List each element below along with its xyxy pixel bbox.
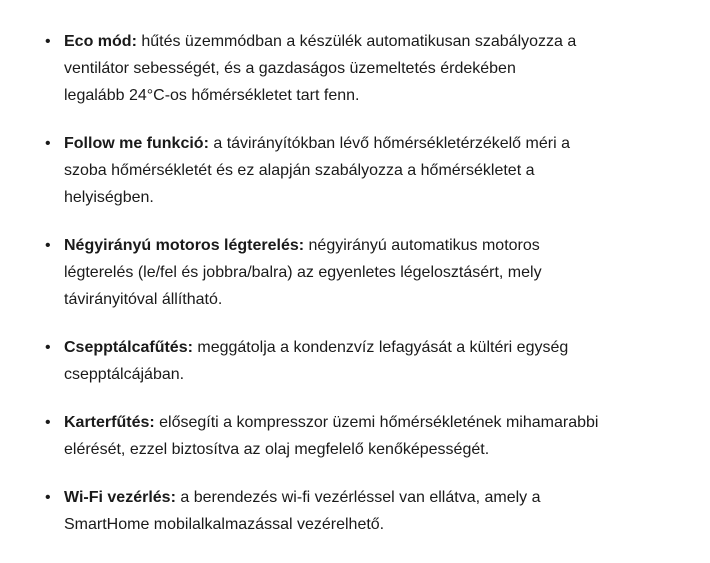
feature-text-line: ventilátor sebességét, és a gazdaságos üzemeltetés érdekében bbox=[64, 60, 516, 77]
feature-text-line: helyiségben. bbox=[64, 189, 154, 206]
list-item-four-way-louver bbox=[64, 232, 690, 313]
feature-text-line: távirányitóval állítható. bbox=[64, 291, 223, 308]
feature-text-line: legalább 24°C-os hőmérsékletet tart fenn. bbox=[64, 87, 360, 104]
list-item-drip-tray-heating bbox=[64, 334, 690, 388]
list-item-crankcase-heating bbox=[64, 409, 690, 463]
feature-title: Csepptálcafűtés: bbox=[64, 339, 193, 356]
feature-text-line: a távirányítókban lévő hőmérsékletérzékelő méri a bbox=[213, 135, 570, 152]
feature-title: Follow me funkció: bbox=[64, 135, 209, 152]
feature-title: Eco mód: bbox=[64, 33, 137, 50]
feature-text-line: meggátolja a kondenzvíz lefagyását a kültéri egység bbox=[197, 339, 569, 356]
feature-text-line: elősegíti a kompresszor üzemi hőmérsékletének mihamarabbi bbox=[159, 414, 599, 431]
feature-list bbox=[0, 28, 690, 538]
feature-title: Négyirányú motoros légterelés: bbox=[64, 237, 305, 254]
feature-text-line: elérését, ezzel biztosítva az olaj megfelelő kenőképességét. bbox=[64, 441, 490, 458]
feature-text-line: légterelés (le/fel és jobbra/balra) az egyenletes légelosztásért, mely bbox=[64, 264, 542, 281]
feature-text-line: csepptálcájában. bbox=[64, 366, 185, 383]
feature-text-line: négyirányú automatikus motoros bbox=[308, 237, 540, 254]
list-item-eco-mode bbox=[64, 28, 690, 109]
feature-title: Karterfűtés: bbox=[64, 414, 155, 431]
feature-title: Wi-Fi vezérlés: bbox=[64, 489, 176, 506]
list-item-follow-me bbox=[64, 130, 690, 211]
feature-text-line: a berendezés wi-fi vezérléssel van ellátva, amely a bbox=[180, 489, 541, 506]
list-item-wifi-control bbox=[64, 484, 690, 538]
feature-text-line: SmartHome mobilalkalmazással vezérelhető. bbox=[64, 516, 385, 533]
feature-text-line: hűtés üzemmódban a készülék automatikusan szabályozza a bbox=[141, 33, 577, 50]
feature-text-line: szoba hőmérsékletét és ez alapján szabályozza a hőmérsékletet a bbox=[64, 162, 535, 179]
